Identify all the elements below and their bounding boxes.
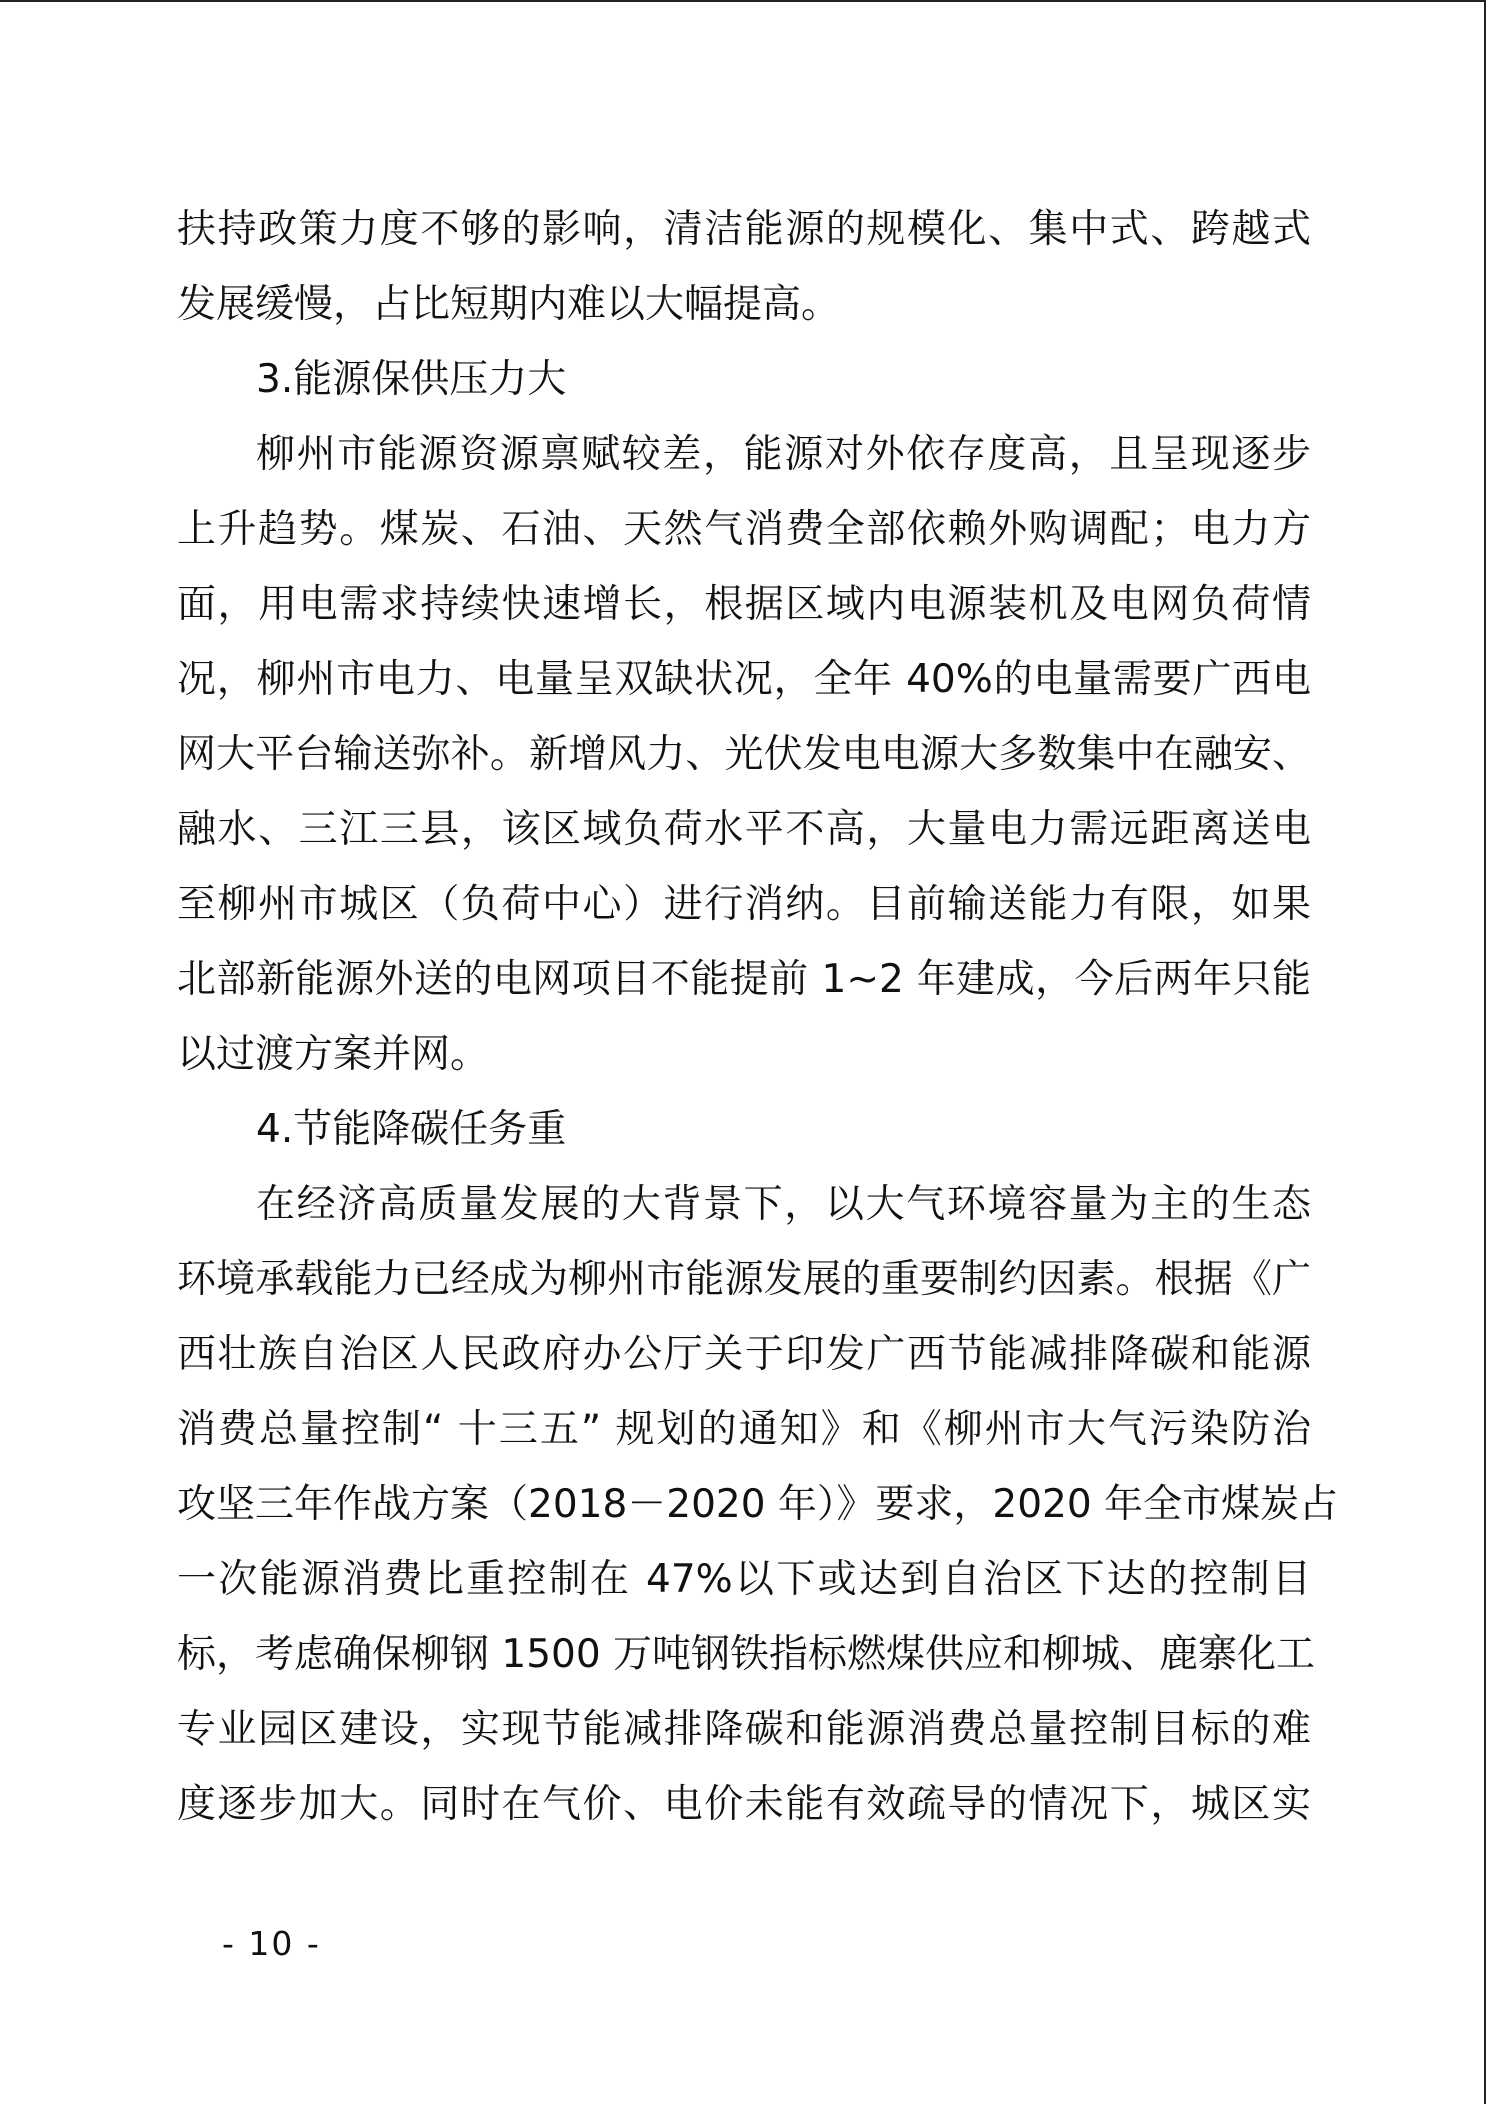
body-line: 上升趋势。煤炭、石油、天然气消费全部依赖外购调配；电力方 — [177, 507, 1311, 552]
body-line: 一次能源消费比重控制在 47%以下或达到自治区下达的控制目 — [177, 1557, 1311, 1602]
body-line: 以过渡方案并网。 — [177, 1032, 490, 1077]
body-line: 西壮族自治区人民政府办公厅关于印发广西节能减排降碳和能源 — [177, 1332, 1311, 1377]
body-line: 在经济高质量发展的大背景下，以大气环境容量为主的生态 — [256, 1182, 1311, 1227]
page-right-border — [1484, 0, 1486, 2104]
section-heading: 3.能源保供压力大 — [256, 357, 567, 402]
body-line: 标，考虑确保柳钢 1500 万吨钢铁指标燃煤供应和柳城、鹿寨化工 — [177, 1632, 1316, 1677]
page-top-border — [0, 0, 1484, 2]
body-line: 扶持政策力度不够的影响，清洁能源的规模化、集中式、跨越式 — [177, 207, 1311, 252]
body-line: 专业园区建设，实现节能减排降碳和能源消费总量控制目标的难 — [177, 1707, 1311, 1752]
body-line: 北部新能源外送的电网项目不能提前 1~2 年建成，今后两年只能 — [177, 957, 1311, 1002]
body-line: 面，用电需求持续快速增长，根据区域内电源装机及电网负荷情 — [177, 582, 1311, 627]
body-line: 融水、三江三县，该区域负荷水平不高，大量电力需远距离送电 — [177, 807, 1311, 852]
body-line: 况，柳州市电力、电量呈双缺状况，全年 40%的电量需要广西电 — [177, 657, 1311, 702]
section-heading: 4.节能降碳任务重 — [256, 1107, 567, 1152]
body-line: 发展缓慢，占比短期内难以大幅提高。 — [177, 282, 841, 327]
body-line: 网大平台输送弥补。新增风力、光伏发电电源大多数集中在融安、 — [177, 732, 1311, 777]
page-number: - 10 - — [222, 1924, 321, 1963]
body-line: 攻坚三年作战方案（2018－2020 年）》要求，2020 年全市煤炭占 — [177, 1482, 1339, 1527]
body-line: 环境承载能力已经成为柳州市能源发展的重要制约因素。根据《广 — [177, 1257, 1311, 1302]
body-line: 度逐步加大。同时在气价、电价未能有效疏导的情况下，城区实 — [177, 1782, 1311, 1827]
body-line: 至柳州市城区（负荷中心）进行消纳。目前输送能力有限，如果 — [177, 882, 1311, 927]
body-line: 消费总量控制“ 十三五” 规划的通知》和《柳州市大气污染防治 — [177, 1407, 1311, 1452]
body-line: 柳州市能源资源禀赋较差，能源对外依存度高，且呈现逐步 — [256, 432, 1311, 477]
document-body — [177, 192, 1339, 1842]
